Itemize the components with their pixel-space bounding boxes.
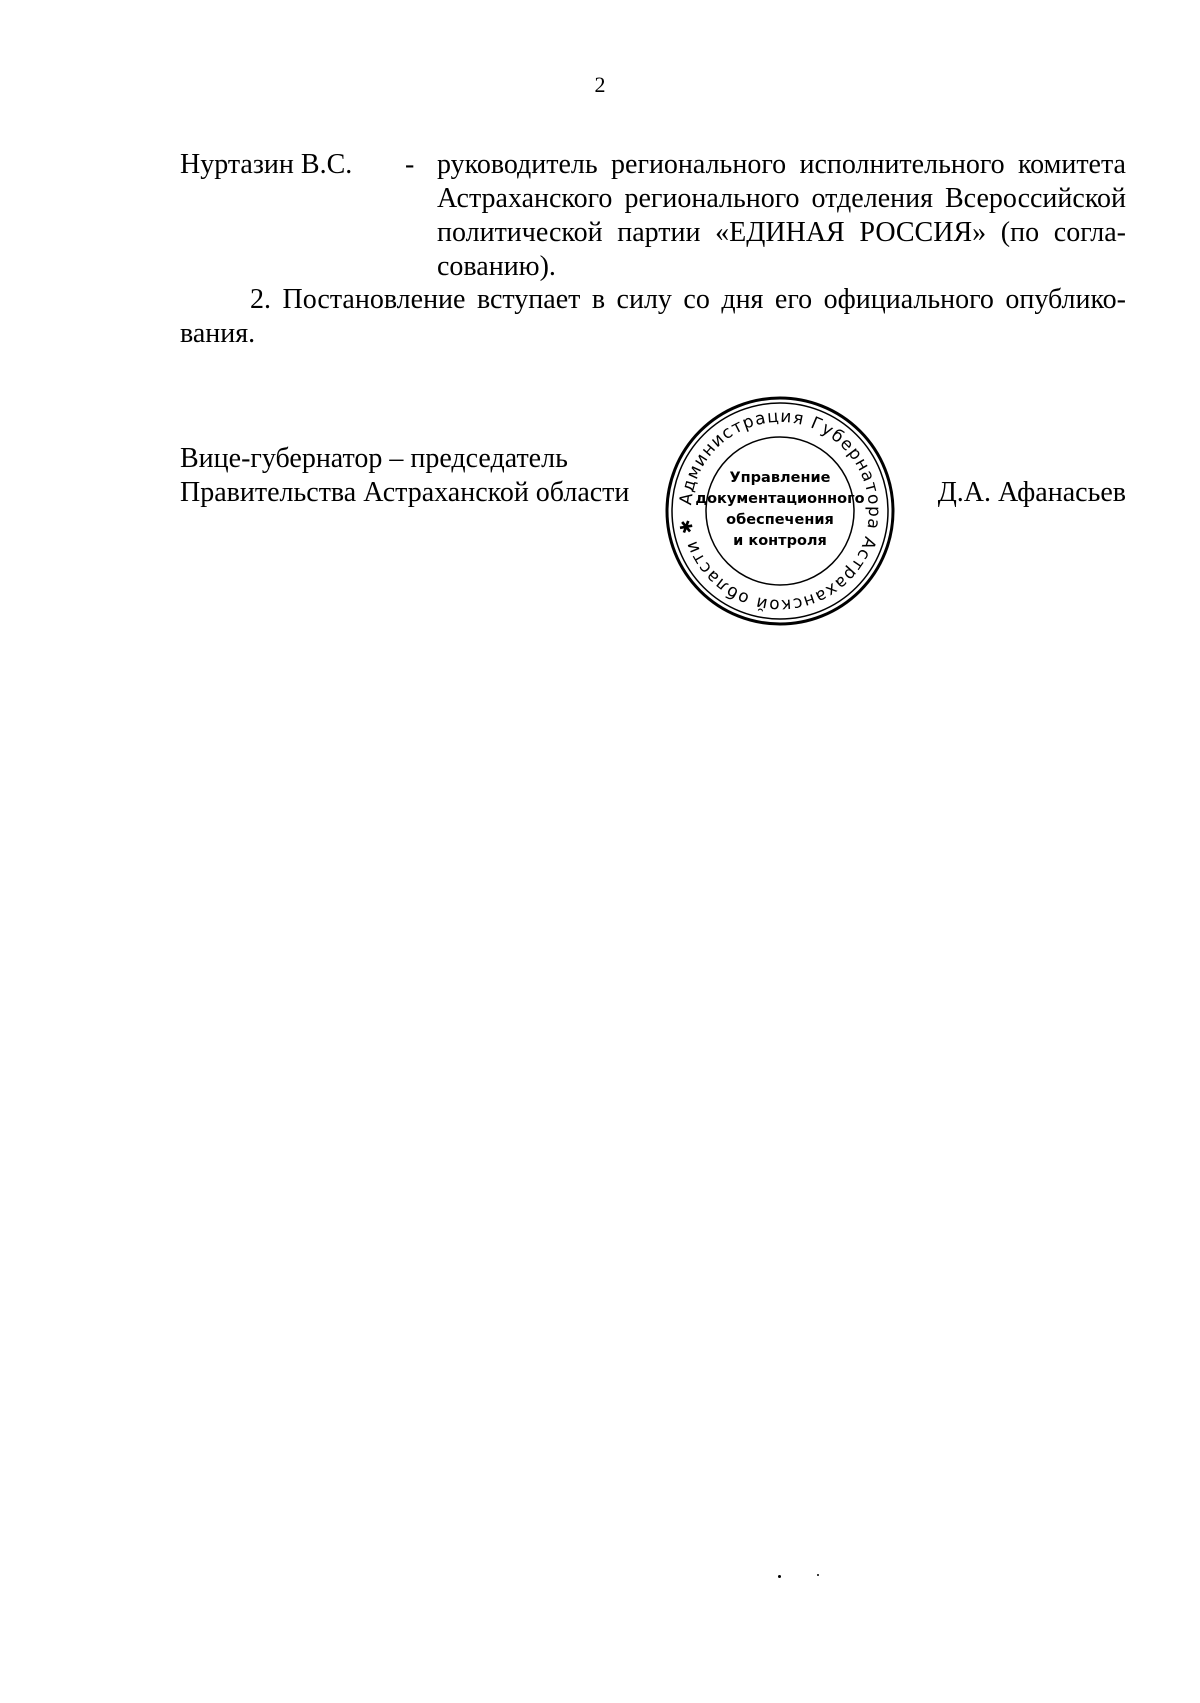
member-description: руководитель регионального исполнительного комитета Астраханского регионального отделения Всероссийской политической партии «ЕДИНАЯ РОССИЯ» (по согла-сованию).: [437, 149, 1126, 282]
scan-speck: [778, 1575, 781, 1578]
stamp-seal: [655, 386, 905, 636]
member-dash: -: [405, 149, 415, 180]
signature-block: [180, 442, 629, 510]
commission-member-entry: [180, 148, 1126, 284]
stamp-center-line-2: документационного: [695, 491, 865, 507]
clause-2: 2. Постановление вступает в силу со дня его официального опублико-вания.: [180, 284, 1126, 349]
official-stamp: [655, 386, 905, 636]
member-name: Нуртазин В.С.: [180, 149, 353, 180]
stamp-center-line-4: и контроля: [733, 533, 827, 549]
stamp-center-line-1: Управление: [729, 470, 831, 486]
signatory-name: Д.А. Афанасьев: [937, 477, 1126, 508]
stamp-center-line-3: обеспечения: [726, 512, 834, 528]
page-number: 2: [594, 72, 606, 97]
scan-speck: [817, 1574, 819, 1576]
signatory-position-line-1: Вице-губернатор – председатель: [180, 443, 568, 474]
signatory-position-line-2: Правительства Астраханской области: [180, 477, 630, 508]
stamp-ring-text: Администрация Губернатора Астраханской области ✱: [676, 406, 885, 616]
